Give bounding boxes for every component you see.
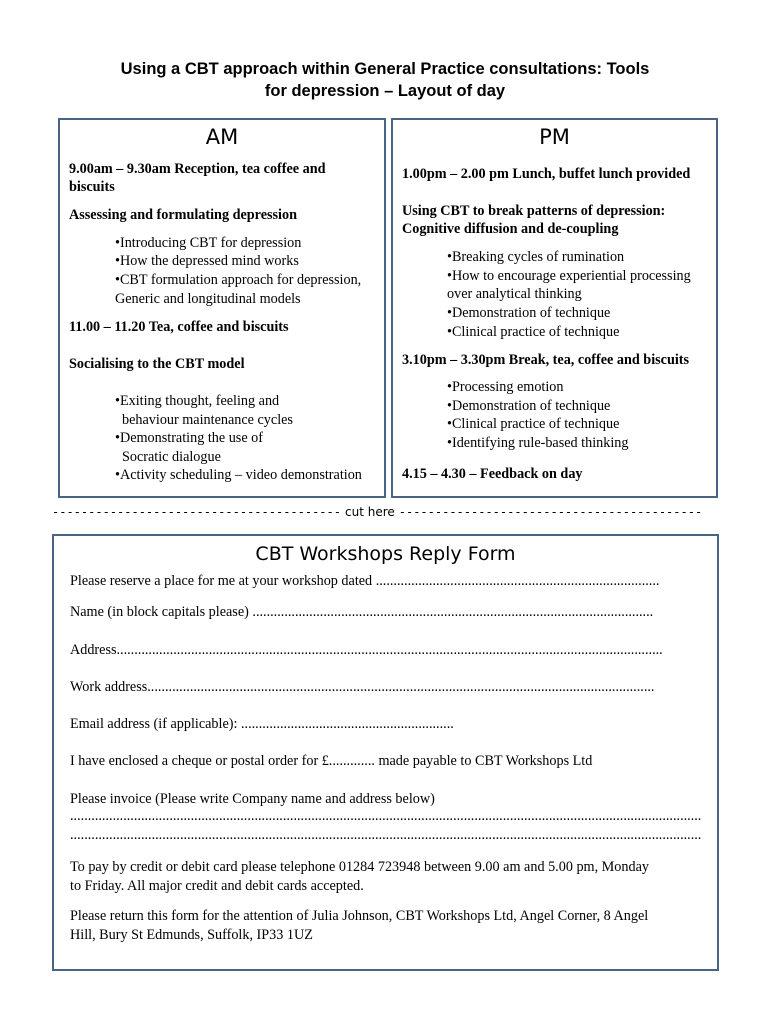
work-address-field[interactable]: Work address............................................................................................................................................... <box>70 679 655 695</box>
email-field[interactable]: Email address (if applicable): ............................................................ <box>70 716 454 732</box>
am-reception-line-2: biscuits <box>69 179 115 195</box>
am-section2-item: •Exiting thought, feeling and <box>115 393 280 409</box>
am-section1-item: •Introducing CBT for depression <box>115 235 302 251</box>
am-schedule-box <box>58 118 386 498</box>
invoice-label: Please invoice (Please write Company name and address below) <box>70 791 435 807</box>
am-section1-item: Generic and longitudinal models <box>115 291 301 307</box>
pm-schedule-box <box>391 118 718 498</box>
pm-break: 3.10pm – 3.30pm Break, tea, coffee and biscuits <box>402 352 690 368</box>
pm-section1-item: •Breaking cycles of rumination <box>447 249 625 265</box>
cheque-field[interactable]: I have enclosed a cheque or postal order for £............. made payable to CBT Workshops Ltd <box>70 753 593 769</box>
am-section2-item: •Activity scheduling – video demonstration <box>115 467 362 483</box>
document-title <box>60 58 710 102</box>
am-section1-item: •How the depressed mind works <box>115 253 299 269</box>
pm-feedback: 4.15 – 4.30 – Feedback on day <box>402 466 583 482</box>
cut-dashes-left: ---------------------------------------- <box>52 505 341 519</box>
address-field[interactable]: Address.......................................................................................................................................................... <box>70 642 663 658</box>
document-title-line-1: Using a CBT approach within General Practice consultations: Tools <box>120 60 650 78</box>
card-payment-line-2: to Friday. All major credit and debit cards accepted. <box>70 878 364 894</box>
reply-form-title: CBT Workshops Reply Form <box>255 543 516 565</box>
am-section2-item: Socratic dialogue <box>122 449 221 465</box>
pm-section1-item: •How to encourage experiential processing <box>447 268 691 284</box>
reply-form-box <box>52 534 719 971</box>
pm-section1-item: •Demonstration of technique <box>447 305 611 321</box>
am-break: 11.00 – 11.20 Tea, coffee and biscuits <box>69 319 289 335</box>
invoice-line-1[interactable]: .................................................................................................................................................................................. <box>70 808 701 824</box>
cut-line <box>52 503 714 521</box>
am-reception-line-1: 9.00am – 9.30am Reception, tea coffee and <box>69 161 326 177</box>
am-section1-title: Assessing and formulating depression <box>69 207 297 223</box>
return-address-line-2: Hill, Bury St Edmunds, Suffolk, IP33 1UZ <box>70 927 313 943</box>
pm-section1-item: over analytical thinking <box>447 286 582 302</box>
pm-heading: PM <box>539 125 570 149</box>
pm-section2-item: •Processing emotion <box>447 379 564 395</box>
am-section1-item: •CBT formulation approach for depression, <box>115 272 362 288</box>
pm-section1-title-line-2: Cognitive diffusion and de-coupling <box>402 221 619 237</box>
pm-section2-item: •Clinical practice of technique <box>447 416 620 432</box>
am-section2-item: behaviour maintenance cycles <box>122 412 293 428</box>
document-title-line-2: for depression – Layout of day <box>264 82 506 100</box>
pm-section1-item: •Clinical practice of technique <box>447 324 620 340</box>
invoice-line-2[interactable]: .................................................................................................................................................................................. <box>70 827 701 843</box>
pm-section2-item: •Identifying rule-based thinking <box>447 435 629 451</box>
reserve-field[interactable]: Please reserve a place for me at your workshop dated ................................................................................ <box>70 573 660 589</box>
cut-dashes-right: ------------------------------------------ <box>398 505 703 519</box>
return-address-line-1: Please return this form for the attention of Julia Johnson, CBT Workshops Ltd, Angel Corner, 8 Angel <box>70 908 649 924</box>
pm-lunch: 1.00pm – 2.00 pm Lunch, buffet lunch provided <box>402 166 691 182</box>
am-heading: AM <box>205 125 239 149</box>
am-section2-item: •Demonstrating the use of <box>115 430 263 446</box>
name-field[interactable]: Name (in block capitals please) ................................................................................................................. <box>70 604 654 620</box>
pm-section2-item: •Demonstration of technique <box>447 398 611 414</box>
am-section2-title: Socialising to the CBT model <box>69 356 245 372</box>
cut-here-label: cut here <box>344 505 395 519</box>
card-payment-line-1: To pay by credit or debit card please telephone 01284 723948 between 9.00 am and 5.00 pm, Monday <box>70 859 649 875</box>
pm-section1-title-line-1: Using CBT to break patterns of depression: <box>402 203 666 219</box>
